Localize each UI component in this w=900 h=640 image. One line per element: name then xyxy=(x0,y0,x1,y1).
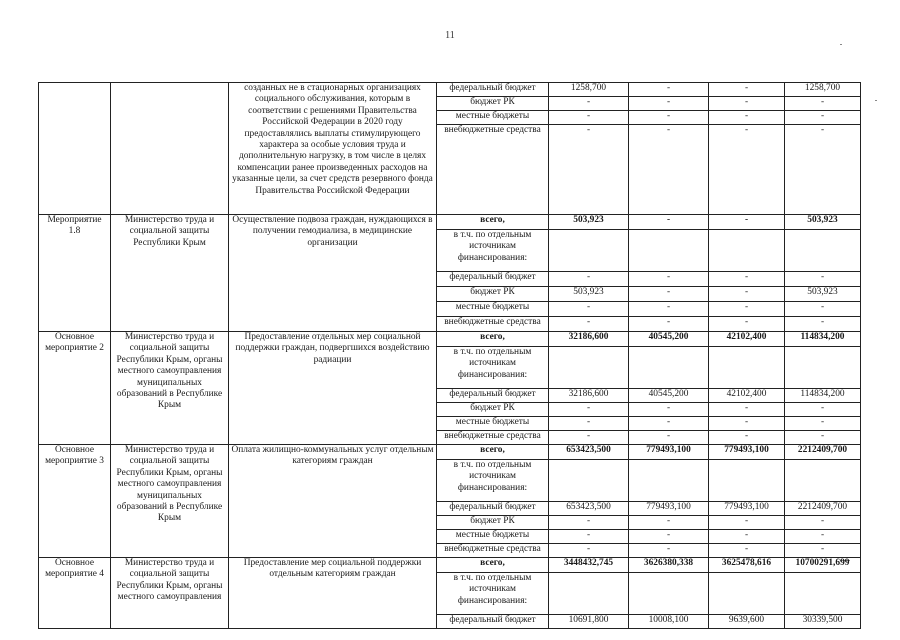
amount-total: 114834,200 xyxy=(785,332,861,347)
funding-source: бюджет РК xyxy=(437,403,549,417)
amount-v3: - xyxy=(709,317,785,332)
amount-v3: 779493,100 xyxy=(709,445,785,460)
amount-total xyxy=(785,230,861,272)
budget-table xyxy=(38,82,861,629)
amount-total xyxy=(785,573,861,615)
measure-description: Предоставление отдельных мер социальной поддержки граждан, подвергшихся воздействию радиации xyxy=(229,332,437,445)
amount-v3: - xyxy=(709,530,785,544)
amount-total xyxy=(785,460,861,502)
amount-v2: 3626380,338 xyxy=(629,558,709,573)
amount-v2: - xyxy=(629,215,709,230)
amount-v1 xyxy=(549,573,629,615)
amount-v1: - xyxy=(549,302,629,317)
funding-source: бюджет РК xyxy=(437,97,549,111)
amount-v1: - xyxy=(549,97,629,111)
amount-v1: 10691,800 xyxy=(549,615,629,629)
amount-v1: - xyxy=(549,431,629,445)
amount-total: 114834,200 xyxy=(785,389,861,403)
amount-total: - xyxy=(785,417,861,431)
amount-v2: 40545,200 xyxy=(629,389,709,403)
funding-source: федеральный бюджет xyxy=(437,83,549,97)
amount-v3: - xyxy=(709,403,785,417)
amount-v3: 42102,400 xyxy=(709,389,785,403)
amount-total: 10700291,699 xyxy=(785,558,861,573)
funding-source: всего, xyxy=(437,558,549,573)
amount-v3 xyxy=(709,460,785,502)
funding-source: местные бюджеты xyxy=(437,530,549,544)
amount-v3: 779493,100 xyxy=(709,502,785,516)
amount-v2: - xyxy=(629,431,709,445)
amount-v1: - xyxy=(549,317,629,332)
funding-source: внебюджетные средства xyxy=(437,431,549,445)
amount-v2: 40545,200 xyxy=(629,332,709,347)
amount-total: - xyxy=(785,317,861,332)
amount-v2: - xyxy=(629,317,709,332)
amount-v1: 503,923 xyxy=(549,287,629,302)
page-number: 11 xyxy=(445,30,455,41)
amount-v3: - xyxy=(709,417,785,431)
amount-v2: - xyxy=(629,544,709,558)
amount-v1: - xyxy=(549,403,629,417)
funding-source: в т.ч. по отдельным источникам финансирования: xyxy=(437,347,549,389)
amount-v2 xyxy=(629,573,709,615)
amount-v1: 32186,600 xyxy=(549,389,629,403)
amount-total: 503,923 xyxy=(785,215,861,230)
funding-source: федеральный бюджет xyxy=(437,502,549,516)
amount-v1 xyxy=(549,460,629,502)
funding-source: внебюджетные средства xyxy=(437,317,549,332)
amount-v3 xyxy=(709,347,785,389)
funding-source: внебюджетные средства xyxy=(437,125,549,215)
funding-source: в т.ч. по отдельным источникам финансирования: xyxy=(437,230,549,272)
table-row xyxy=(39,215,861,230)
funding-source: всего, xyxy=(437,215,549,230)
measure-description: Оплата жилищно-коммунальных услуг отдельным категориям граждан xyxy=(229,445,437,558)
amount-total: - xyxy=(785,544,861,558)
executor: Министерство труда и социальной защиты Республики Крым, органы местного самоуправления муниципальных образований в Республике Крым xyxy=(111,445,229,558)
table-row xyxy=(39,445,861,460)
executor: Министерство труда и социальной защиты Республики Крым xyxy=(111,215,229,332)
amount-v2: - xyxy=(629,302,709,317)
amount-v3: - xyxy=(709,544,785,558)
amount-total: 2212409,700 xyxy=(785,445,861,460)
amount-total: - xyxy=(785,530,861,544)
amount-v2: - xyxy=(629,530,709,544)
executor: Министерство труда и социальной защиты Республики Крым, органы местного самоуправления муниципальных образований в Республике Крым xyxy=(111,332,229,445)
amount-v3: - xyxy=(709,83,785,97)
measure-description: созданных не в стационарных организациях социального обслуживания, которым в соответствии с решениями Правительства Российской Федерации в 2020 году предоставлялись выплаты стимулирующего характера за особые условия труда и дополнительную нагрузку, в том числе в целях компенсации ранее произведенных расходов на указанные цели, за счет средств резервного фонда Правительства Российской Федерации xyxy=(229,83,437,215)
amount-v3: - xyxy=(709,302,785,317)
amount-v1: - xyxy=(549,516,629,530)
funding-source: местные бюджеты xyxy=(437,111,549,125)
amount-total: 503,923 xyxy=(785,287,861,302)
amount-v1: 1258,700 xyxy=(549,83,629,97)
funding-source: всего, xyxy=(437,332,549,347)
program-code xyxy=(39,83,111,215)
program-code: Основное мероприятие 4 xyxy=(39,558,111,629)
amount-v3: 3625478,616 xyxy=(709,558,785,573)
amount-total: - xyxy=(785,431,861,445)
table-body xyxy=(39,83,861,629)
funding-source: бюджет РК xyxy=(437,287,549,302)
amount-v3: - xyxy=(709,272,785,287)
amount-total: - xyxy=(785,302,861,317)
amount-total: 1258,700 xyxy=(785,83,861,97)
amount-v2: - xyxy=(629,97,709,111)
amount-total: - xyxy=(785,111,861,125)
funding-source: внебюджетные средства xyxy=(437,544,549,558)
amount-total: - xyxy=(785,97,861,111)
amount-v3: - xyxy=(709,516,785,530)
amount-v3: - xyxy=(709,215,785,230)
amount-total: 2212409,700 xyxy=(785,502,861,516)
program-code: Основное мероприятие 2 xyxy=(39,332,111,445)
funding-source: бюджет РК xyxy=(437,516,549,530)
funding-source: федеральный бюджет xyxy=(437,272,549,287)
amount-v3 xyxy=(709,573,785,615)
amount-v1: 653423,500 xyxy=(549,502,629,516)
amount-v2: - xyxy=(629,287,709,302)
amount-v1: - xyxy=(549,125,629,215)
amount-v2: 779493,100 xyxy=(629,445,709,460)
executor xyxy=(111,83,229,215)
amount-v2: 779493,100 xyxy=(629,502,709,516)
amount-total: 30339,500 xyxy=(785,615,861,629)
amount-v1: - xyxy=(549,111,629,125)
program-code: Мероприятие 1.8 xyxy=(39,215,111,332)
program-code: Основное мероприятие 3 xyxy=(39,445,111,558)
amount-v2: - xyxy=(629,125,709,215)
amount-total xyxy=(785,347,861,389)
amount-v3: - xyxy=(709,287,785,302)
amount-v2 xyxy=(629,347,709,389)
funding-source: всего, xyxy=(437,445,549,460)
amount-v1: 653423,500 xyxy=(549,445,629,460)
funding-source: местные бюджеты xyxy=(437,417,549,431)
amount-v3 xyxy=(709,230,785,272)
amount-v2: - xyxy=(629,417,709,431)
amount-total: - xyxy=(785,516,861,530)
amount-v3: - xyxy=(709,111,785,125)
amount-v1: - xyxy=(549,272,629,287)
amount-v2: - xyxy=(629,516,709,530)
amount-v2: - xyxy=(629,83,709,97)
table-row xyxy=(39,83,861,97)
amount-v3: 9639,600 xyxy=(709,615,785,629)
funding-source: местные бюджеты xyxy=(437,302,549,317)
amount-v1 xyxy=(549,230,629,272)
amount-v2 xyxy=(629,230,709,272)
amount-v1: 3448432,745 xyxy=(549,558,629,573)
executor: Министерство труда и социальной защиты Республики Крым, органы местного самоуправления xyxy=(111,558,229,629)
amount-v3: - xyxy=(709,125,785,215)
amount-v1: 503,923 xyxy=(549,215,629,230)
amount-v2 xyxy=(629,460,709,502)
scan-speck xyxy=(840,44,842,45)
funding-source: в т.ч. по отдельным источникам финансирования: xyxy=(437,573,549,615)
amount-v2: - xyxy=(629,111,709,125)
measure-description: Предоставление мер социальной поддержки отдельным категориям граждан xyxy=(229,558,437,629)
amount-v3: 42102,400 xyxy=(709,332,785,347)
funding-source: в т.ч. по отдельным источникам финансирования: xyxy=(437,460,549,502)
funding-source: федеральный бюджет xyxy=(437,615,549,629)
amount-v1: - xyxy=(549,530,629,544)
amount-v1 xyxy=(549,347,629,389)
amount-total: - xyxy=(785,125,861,215)
table-row xyxy=(39,332,861,347)
scan-speck xyxy=(875,100,877,101)
table-row xyxy=(39,558,861,573)
amount-v1: - xyxy=(549,417,629,431)
amount-v3: - xyxy=(709,97,785,111)
measure-description: Осуществление подвоза граждан, нуждающихся в получении гемодиализа, в медицинские организации xyxy=(229,215,437,332)
funding-source: федеральный бюджет xyxy=(437,389,549,403)
amount-v1: 32186,600 xyxy=(549,332,629,347)
amount-v2: - xyxy=(629,403,709,417)
amount-v3: - xyxy=(709,431,785,445)
amount-v1: - xyxy=(549,544,629,558)
amount-total: - xyxy=(785,272,861,287)
amount-v2: - xyxy=(629,272,709,287)
amount-v2: 10008,100 xyxy=(629,615,709,629)
amount-total: - xyxy=(785,403,861,417)
